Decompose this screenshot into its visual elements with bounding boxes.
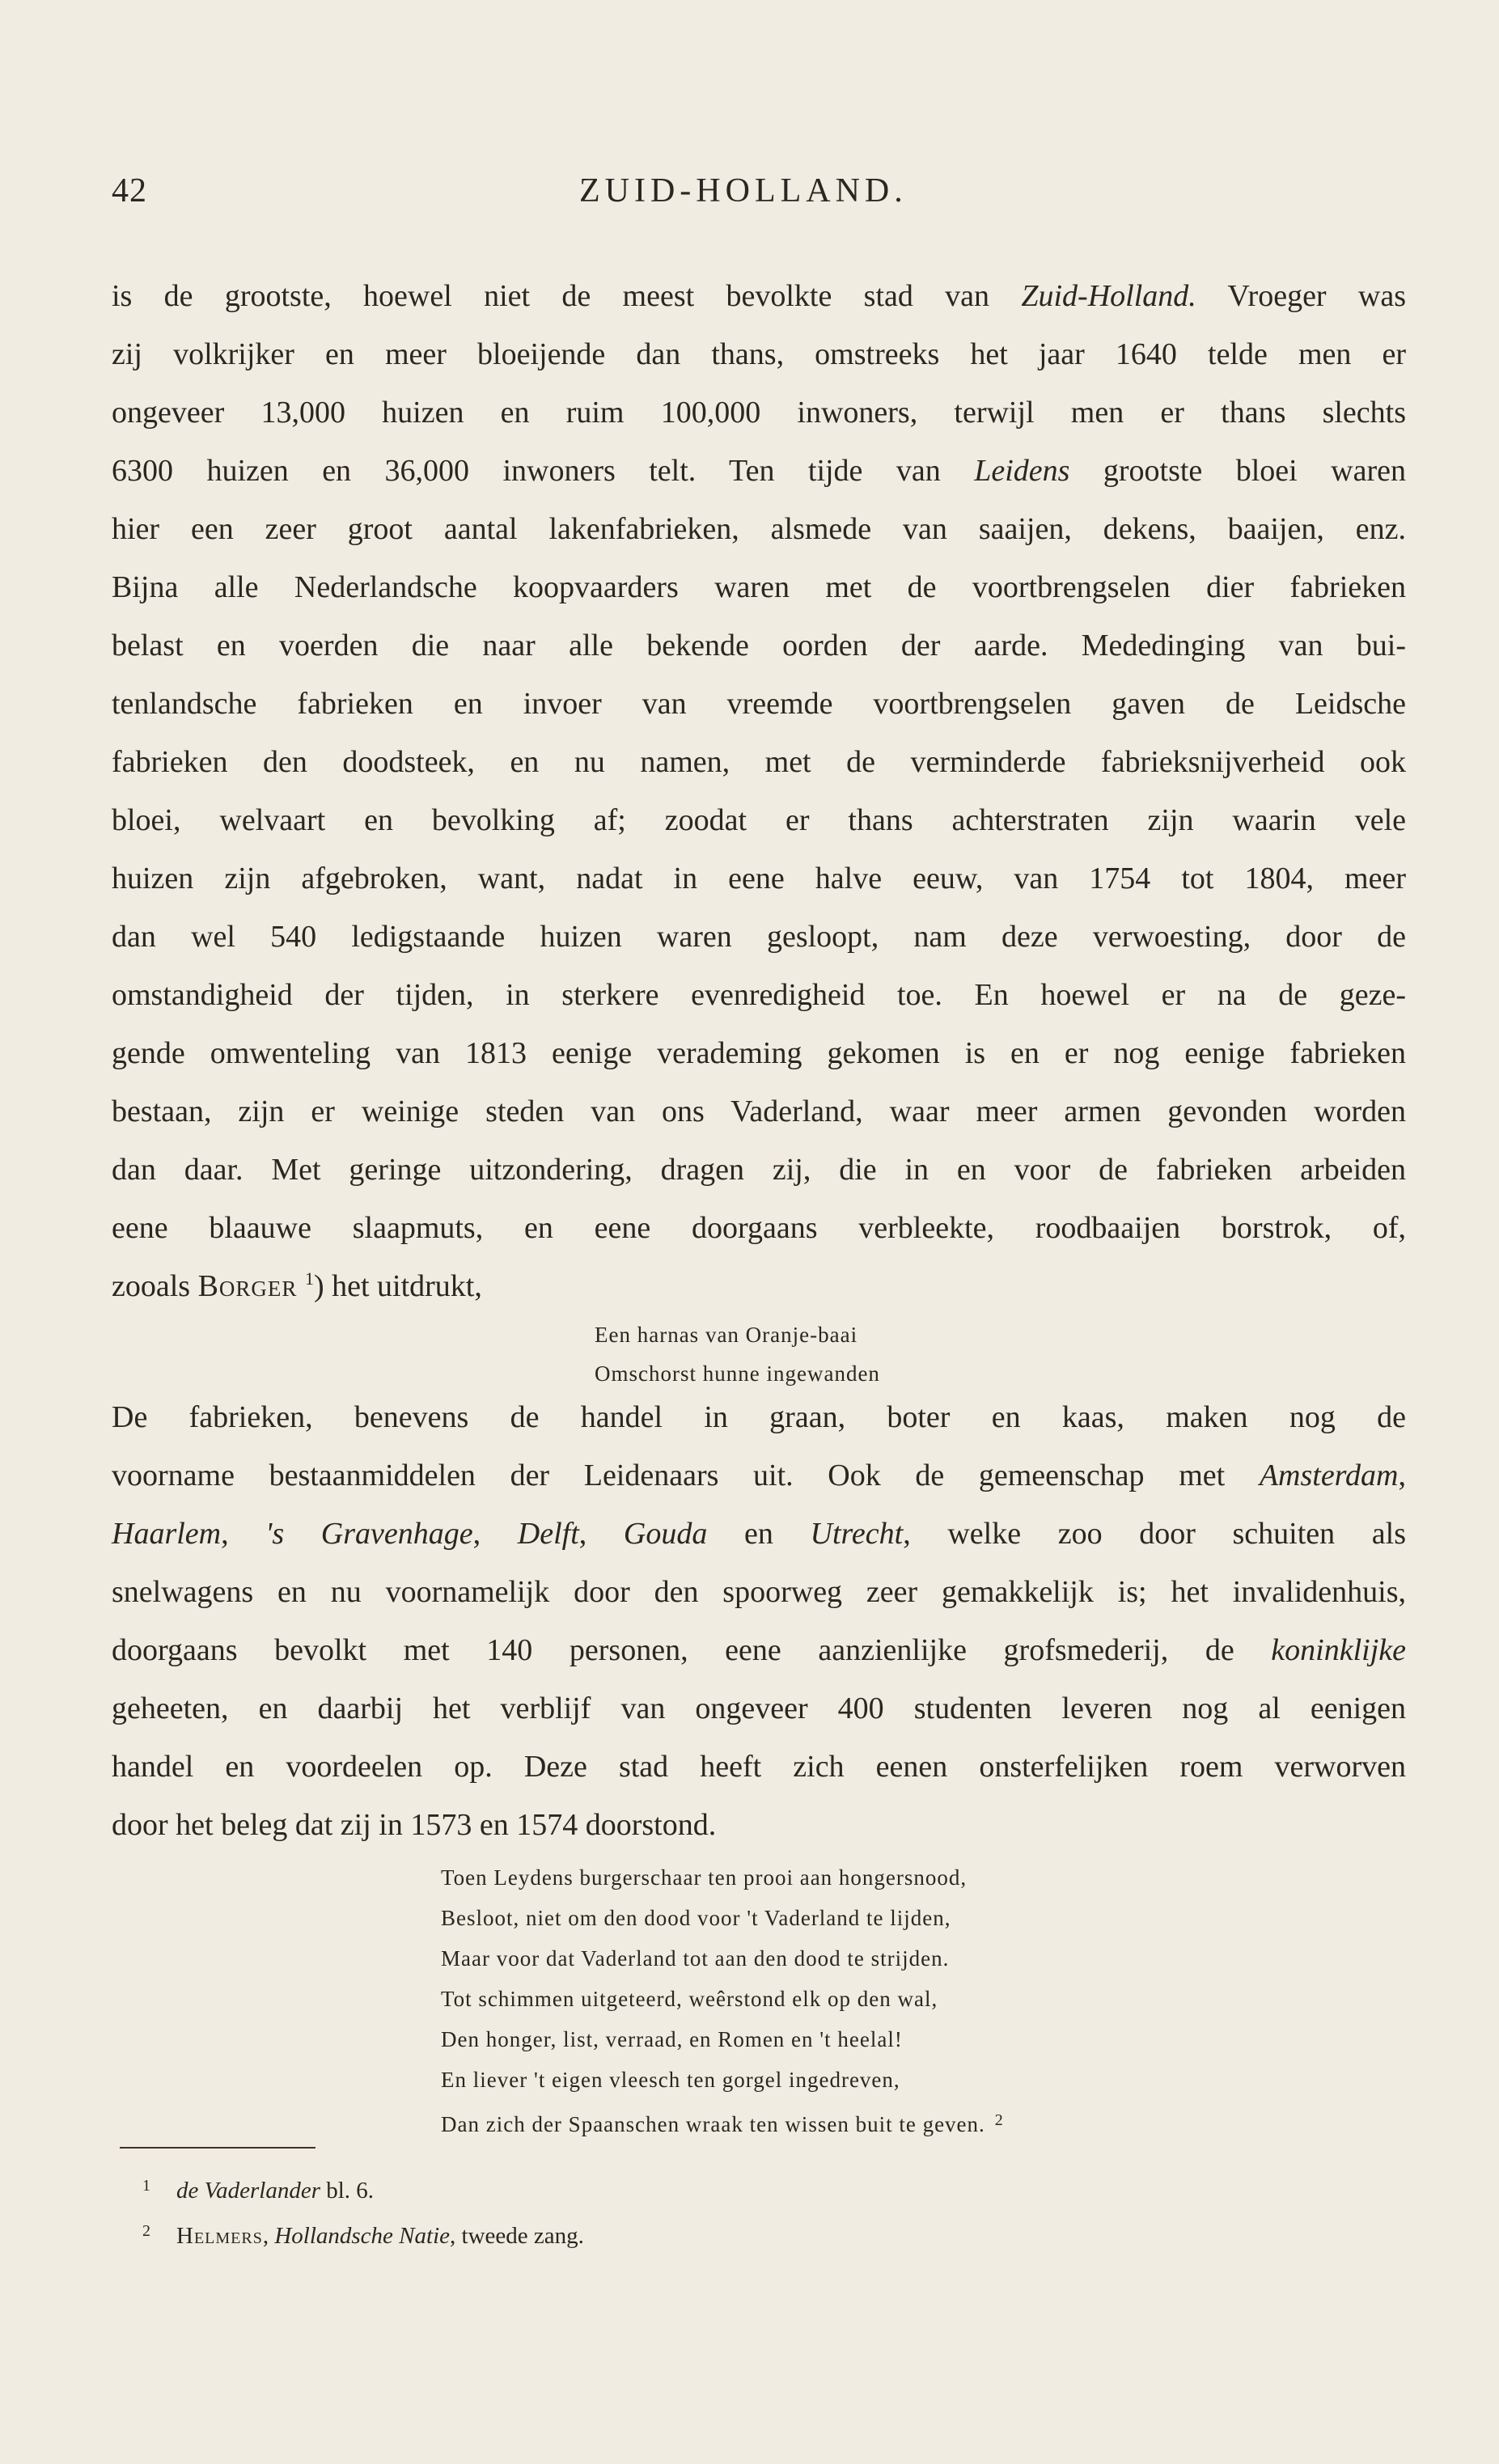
poem-line [441, 1979, 1004, 2019]
text-run: doorgaans bevolkt met 140 personen, eene aanzienlijke grofsmederij, de [112, 1633, 1272, 1667]
text-line [112, 849, 1406, 908]
poem-line [441, 1898, 1004, 1938]
text-run: bl. 6. [320, 2178, 375, 2204]
paragraph-leiden-industry [112, 267, 1406, 1315]
text-run [297, 1269, 305, 1303]
footnote-number: 2 [142, 2222, 150, 2240]
text-run: huizen zijn afgebroken, want, nadat in eene halve eeuw, van 1754 tot 1804, meer [112, 862, 1406, 895]
text-run: geheeten, en daarbij het verblijf van ongeveer 400 studenten leveren nog al eenigen [112, 1691, 1406, 1725]
text-run: , [1398, 1459, 1406, 1492]
text-run: ongeveer 13,000 huizen en ruim 100,000 inwoners, terwijl men er thans slechts [112, 396, 1406, 430]
poem-line [441, 2100, 1004, 2144]
italic-text: Amsterdam [1259, 1459, 1399, 1492]
text-line [112, 675, 1406, 733]
text-run: De fabrieken, benevens de handel in graan, boter en kaas, maken nog de [112, 1400, 1406, 1434]
text-run: eene blaauwe slaapmuts, en eene doorgaans verbleekte, roodbaaijen borstrok, of, [112, 1211, 1406, 1245]
italic-text: 's Gravenhage [265, 1517, 473, 1551]
small-caps-name: Helmers [176, 2223, 263, 2249]
text-run: , [221, 1517, 266, 1551]
text-run: , [472, 1517, 518, 1551]
text-run: dan wel 540 ledigstaande huizen waren gesloopt, nam deze verwoesting, door de [112, 920, 1406, 954]
italic-text: koninklijke [1271, 1633, 1406, 1667]
text-line [112, 1024, 1406, 1082]
text-line [112, 1563, 1406, 1621]
text-line [112, 733, 1406, 791]
text-run: 6300 huizen en 36,000 inwoners telt. Ten tijde van [112, 454, 975, 488]
footnote [142, 2213, 584, 2259]
text-run: Vroeger was [1196, 279, 1406, 313]
poem-footnote-mark: 2 [994, 2111, 1004, 2129]
text-run: zij volkrijker en meer bloeijende dan thans, omstreeks het jaar 1640 telde men er [112, 337, 1406, 371]
text-run: Bijna alle Nederlandsche koopvaarders waren met de voortbrengselen dier fabrieken [112, 570, 1406, 604]
footnote-ref: 1 [304, 1268, 314, 1289]
text-run: omstandigheid der tijden, in sterkere evenredigheid toe. En hoewel er na de geze- [112, 978, 1406, 1012]
poem-text: Toen Leydens burgerschaar ten prooi aan hongersnood, [441, 1865, 968, 1890]
text-line [112, 442, 1406, 500]
footnote-number: 1 [142, 2177, 150, 2195]
italic-text: Gouda [623, 1517, 708, 1551]
text-run: door het beleg dat zij in 1573 en 1574 doorstond. [112, 1808, 717, 1842]
poem-line [441, 1857, 1004, 1898]
poem-text: Den honger, list, verraad, en Romen en 't heelal! [441, 2027, 903, 2051]
text-run: gende omwenteling van 1813 eenige verademing gekomen is en er nog eenige fabrieken [112, 1036, 1406, 1070]
running-title: ZUID-HOLLAND. [579, 172, 908, 210]
text-line [112, 558, 1406, 616]
text-line [112, 1679, 1406, 1738]
text-line [112, 325, 1406, 383]
text-run: zooals [112, 1269, 198, 1303]
poem-line [441, 2060, 1004, 2100]
poem-line [441, 1938, 1004, 1979]
page-number: 42 [112, 172, 147, 210]
text-line [112, 1738, 1406, 1796]
text-run: , welke zoo door schuiten als [903, 1517, 1406, 1551]
text-run: handel en voordeelen op. Deze stad heeft zich eenen onsterfelijken roem verworven [112, 1750, 1406, 1784]
text-line [112, 383, 1406, 442]
poem-line [441, 2019, 1004, 2060]
italic-text: Leidens [974, 454, 1070, 488]
poem-text: En liever 't eigen vleesch ten gorgel ingedreven, [441, 2068, 900, 2092]
small-caps-name: Borger [197, 1269, 298, 1303]
text-run: dan daar. Met geringe uitzondering, dragen zij, die in en voor de fabrieken arbeiden [112, 1153, 1406, 1187]
poem-text: Besloot, niet om den dood voor 't Vaderland te lijden, [441, 1906, 951, 1930]
page-header [112, 171, 1406, 220]
text-run: voorname bestaanmiddelen der Leidenaars uit. Ook de gemeenschap met [112, 1459, 1260, 1492]
poem-text: Tot schimmen uitgeteerd, weêrstond elk op den wal, [441, 1987, 938, 2011]
text-line [112, 1796, 1406, 1854]
text-line [112, 1388, 1406, 1446]
text-line [112, 1505, 1406, 1563]
text-line [112, 1257, 1406, 1315]
quoted-couplet [595, 1315, 880, 1393]
footnote [142, 2168, 584, 2213]
poem-text: Dan zich der Spaanschen wraak ten wissen buit te geven. [441, 2112, 985, 2136]
text-run: ) het uitdrukt, [313, 1269, 482, 1303]
text-line [112, 1446, 1406, 1505]
text-line [112, 966, 1406, 1024]
italic-text: Delft [517, 1517, 579, 1551]
poem-text: Maar voor dat Vaderland tot aan den dood te strijden. [441, 1946, 950, 1971]
italic-text: Hollandsche Natie [274, 2223, 451, 2249]
italic-text: de Vaderlander [176, 2178, 320, 2204]
couplet-line: Omschorst hunne ingewanden [595, 1361, 880, 1386]
text-line [112, 1141, 1406, 1199]
text-line [112, 1621, 1406, 1679]
text-run: is de grootste, hoewel niet de meest bevolkte stad van [112, 279, 1022, 313]
text-run: tenlandsche fabrieken en invoer van vreemde voortbrengselen gaven de Leidsche [112, 687, 1406, 721]
text-run: bestaan, zijn er weinige steden van ons Vaderland, waar meer armen gevonden worden [112, 1094, 1406, 1128]
text-line [112, 267, 1406, 325]
text-run: belast en voerden die naar alle bekende oorden der aarde. Mededinging van bui- [112, 629, 1406, 663]
text-line [112, 1199, 1406, 1257]
text-run: en [707, 1517, 811, 1551]
text-line [112, 1082, 1406, 1141]
text-run: fabrieken den doodsteek, en nu namen, met de verminderde fabrieksnijverheid ook [112, 745, 1406, 779]
paragraph-leiden-trade [112, 1388, 1406, 1854]
poem-block [441, 1857, 1004, 2144]
text-run: , [578, 1517, 624, 1551]
italic-text: Zuid-Holland. [1021, 279, 1196, 313]
text-run: , [262, 2223, 275, 2249]
footnote-rule [120, 2147, 315, 2149]
text-run: , tweede zang. [450, 2223, 584, 2249]
text-line [112, 908, 1406, 966]
text-line [112, 500, 1406, 558]
footnotes [142, 2168, 584, 2259]
text-line [112, 616, 1406, 675]
text-run: grootste bloei waren [1069, 454, 1407, 488]
italic-text: Utrecht [810, 1517, 904, 1551]
text-run: bloei, welvaart en bevolking af; zoodat er thans achterstraten zijn waarin vele [112, 803, 1406, 837]
text-run: hier een zeer groot aantal lakenfabrieken, alsmede van saaijen, dekens, baaijen, enz. [112, 512, 1406, 546]
couplet-line: Een harnas van Oranje-baai [595, 1323, 858, 1347]
italic-text: Haarlem [112, 1517, 222, 1551]
text-run: snelwagens en nu voornamelijk door den spoorweg zeer gemakkelijk is; het invalidenhuis, [112, 1575, 1406, 1609]
text-line [112, 791, 1406, 849]
